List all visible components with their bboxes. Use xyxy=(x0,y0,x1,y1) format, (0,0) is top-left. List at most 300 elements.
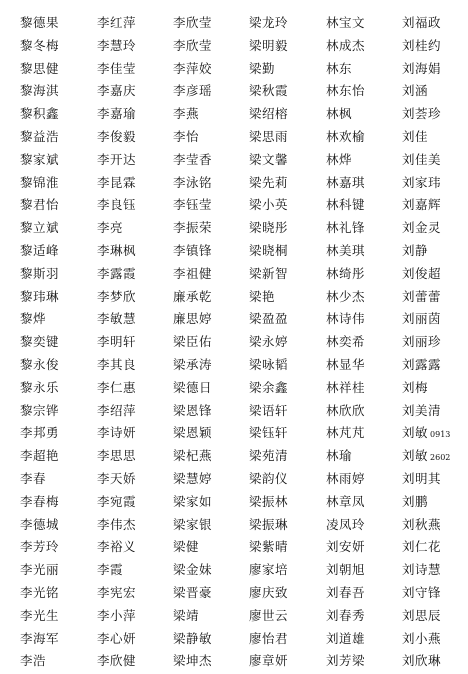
name-cell xyxy=(249,491,325,514)
name-text: 黎海淇 xyxy=(20,83,60,99)
name-cell xyxy=(402,172,468,195)
name-cell xyxy=(97,331,173,354)
name-text: 梁杞燕 xyxy=(173,448,213,464)
name-column-6 xyxy=(402,12,468,673)
name-text: 李宛霞 xyxy=(97,493,137,509)
name-text: 廖世云 xyxy=(249,607,289,623)
name-cell xyxy=(402,217,468,240)
name-cell xyxy=(173,217,249,240)
name-cell xyxy=(20,58,96,81)
name-cell xyxy=(173,58,249,81)
name-cell xyxy=(249,12,325,35)
name-text: 李镇锋 xyxy=(173,242,213,258)
name-cell xyxy=(326,514,402,537)
name-cell xyxy=(173,377,249,400)
name-text: 李宪宏 xyxy=(97,584,137,600)
name-text: 李钰莹 xyxy=(173,197,213,213)
name-cell xyxy=(20,308,96,331)
name-cell xyxy=(173,126,249,149)
name-text: 廖怡君 xyxy=(249,630,289,646)
name-cell xyxy=(173,536,249,559)
name-text: 刘涵 xyxy=(402,83,429,99)
name-cell xyxy=(173,12,249,35)
name-cell xyxy=(402,308,468,331)
name-text: 廉思婷 xyxy=(173,311,213,327)
name-text: 林祥桂 xyxy=(326,379,366,395)
name-cell xyxy=(20,126,96,149)
name-text: 刘朝旭 xyxy=(326,562,366,578)
name-cell xyxy=(20,263,96,286)
name-cell xyxy=(20,240,96,263)
name-cell xyxy=(173,35,249,58)
name-text: 李良钰 xyxy=(97,197,137,213)
name-text: 梁臣佑 xyxy=(173,334,213,350)
name-cell xyxy=(326,12,402,35)
name-cell xyxy=(249,240,325,263)
name-cell xyxy=(20,536,96,559)
name-cell xyxy=(173,422,249,445)
name-text: 刘敏 xyxy=(402,425,429,441)
name-text: 刘蕾蕾 xyxy=(402,288,442,304)
name-text: 李超艳 xyxy=(20,448,60,464)
name-cell xyxy=(402,468,468,491)
name-text: 李梦欣 xyxy=(97,288,137,304)
name-text: 刘春秀 xyxy=(326,607,366,623)
name-text: 李嘉瑜 xyxy=(97,106,137,122)
name-cell xyxy=(326,536,402,559)
name-cell xyxy=(402,445,468,468)
name-cell xyxy=(402,354,468,377)
name-text: 黎永俊 xyxy=(20,356,60,372)
name-text: 梁勤 xyxy=(249,60,276,76)
name-text: 林礼锋 xyxy=(326,220,366,236)
name-text: 黎适峰 xyxy=(20,242,60,258)
name-text: 李慧玲 xyxy=(97,37,137,53)
name-text: 李邦勇 xyxy=(20,425,60,441)
name-text: 刘春吾 xyxy=(326,584,366,600)
name-text: 刘敏 xyxy=(402,448,429,464)
name-text: 李红萍 xyxy=(97,15,137,30)
name-cell xyxy=(326,422,402,445)
name-text: 黎玮琳 xyxy=(20,288,60,304)
name-text: 黎永乐 xyxy=(20,379,60,395)
name-text: 李怡 xyxy=(173,128,200,144)
name-text: 黎冬梅 xyxy=(20,37,60,53)
name-cell xyxy=(326,103,402,126)
name-text: 林欢榆 xyxy=(326,128,366,144)
name-cell xyxy=(402,650,468,673)
name-cell xyxy=(249,628,325,651)
name-column-2 xyxy=(97,12,173,673)
name-cell xyxy=(249,650,325,673)
name-text: 廖章妍 xyxy=(249,653,289,669)
name-text: 刘守锋 xyxy=(402,584,442,600)
name-cell xyxy=(402,331,468,354)
name-cell xyxy=(249,194,325,217)
name-text: 李仁惠 xyxy=(97,379,137,395)
name-text: 李萍姣 xyxy=(173,60,213,76)
name-text: 梁先莉 xyxy=(249,174,289,190)
name-text: 林章凤 xyxy=(326,493,366,509)
name-text: 林欣欣 xyxy=(326,402,366,418)
name-text: 刘秋燕 xyxy=(402,516,442,532)
name-text: 梁承涛 xyxy=(173,356,213,372)
name-text: 李浩 xyxy=(20,653,47,669)
name-text: 梁文馨 xyxy=(249,151,289,167)
name-text: 刘欣琳 xyxy=(402,653,442,669)
name-text: 林宝文 xyxy=(326,15,366,30)
name-text: 李祖健 xyxy=(173,265,213,281)
name-text: 梁靖 xyxy=(173,607,200,623)
name-text: 李开达 xyxy=(97,151,137,167)
name-text: 林诗伟 xyxy=(326,311,366,327)
name-text: 李海军 xyxy=(20,630,60,646)
name-text: 李裕义 xyxy=(97,539,137,555)
name-text: 林少杰 xyxy=(326,288,366,304)
name-cell xyxy=(97,58,173,81)
name-cell xyxy=(20,559,96,582)
name-text: 刘安妍 xyxy=(326,539,366,555)
name-column-3 xyxy=(173,12,249,673)
name-text: 李亮 xyxy=(97,220,124,236)
name-cell xyxy=(249,172,325,195)
name-cell xyxy=(402,263,468,286)
name-cell xyxy=(20,445,96,468)
name-cell xyxy=(173,491,249,514)
name-cell xyxy=(249,103,325,126)
name-text: 林芃芃 xyxy=(326,425,366,441)
name-text: 刘荟珍 xyxy=(402,106,442,122)
name-text: 梁苑清 xyxy=(249,448,289,464)
name-text: 刘丽珍 xyxy=(402,334,442,350)
name-text: 黎宗铧 xyxy=(20,402,60,418)
name-text: 梁振林 xyxy=(249,493,289,509)
name-cell xyxy=(326,377,402,400)
name-text: 刘诗慧 xyxy=(402,562,442,578)
name-text: 林嘉琪 xyxy=(326,174,366,190)
name-text: 廖庆致 xyxy=(249,584,289,600)
name-cell xyxy=(173,445,249,468)
name-cell xyxy=(326,126,402,149)
name-text: 林显华 xyxy=(326,356,366,372)
name-cell xyxy=(249,400,325,423)
name-cell xyxy=(402,605,468,628)
name-text: 李思思 xyxy=(97,448,137,464)
name-text: 李昆霖 xyxy=(97,174,137,190)
name-cell xyxy=(249,58,325,81)
name-text: 刘仁花 xyxy=(402,539,442,555)
name-text: 李天娇 xyxy=(97,470,137,486)
name-cell xyxy=(326,35,402,58)
name-cell xyxy=(326,354,402,377)
name-text: 林美琪 xyxy=(326,242,366,258)
name-cell xyxy=(97,263,173,286)
name-cell xyxy=(97,377,173,400)
name-cell xyxy=(20,354,96,377)
name-text: 李露霞 xyxy=(97,265,137,281)
name-text: 刘静 xyxy=(402,242,429,258)
name-text: 李明轩 xyxy=(97,334,137,350)
name-cell xyxy=(402,286,468,309)
name-cell xyxy=(326,650,402,673)
name-text: 李伟杰 xyxy=(97,516,137,532)
name-text: 李心妍 xyxy=(97,630,137,646)
name-text: 黎斯羽 xyxy=(20,265,60,281)
name-text: 李俊毅 xyxy=(97,128,137,144)
name-cell xyxy=(173,286,249,309)
name-cell xyxy=(402,12,468,35)
name-text: 梁家如 xyxy=(173,493,213,509)
name-cell xyxy=(326,491,402,514)
name-text: 李泳铭 xyxy=(173,174,213,190)
name-text: 林奕希 xyxy=(326,334,366,350)
name-cell xyxy=(249,377,325,400)
name-text: 刘福政 xyxy=(402,15,442,30)
name-text: 刘道雄 xyxy=(326,630,366,646)
name-cell xyxy=(173,172,249,195)
name-cell xyxy=(173,331,249,354)
name-cell xyxy=(402,514,468,537)
name-text: 刘嘉辉 xyxy=(402,197,442,213)
name-text: 梁新智 xyxy=(249,265,289,281)
name-text: 李欣健 xyxy=(97,653,137,669)
name-cell xyxy=(173,240,249,263)
name-cell xyxy=(249,445,325,468)
name-text: 梁静敏 xyxy=(173,630,213,646)
name-cell xyxy=(97,582,173,605)
name-cell xyxy=(20,35,96,58)
name-text: 刘露露 xyxy=(402,356,442,372)
name-cell xyxy=(402,422,468,445)
name-text: 黎益浩 xyxy=(20,128,60,144)
name-text: 黎思健 xyxy=(20,60,60,76)
name-text: 黎德果 xyxy=(20,15,60,30)
name-text: 梁韵仪 xyxy=(249,470,289,486)
name-text: 黎立斌 xyxy=(20,220,60,236)
name-cell xyxy=(173,605,249,628)
name-text: 梁振琳 xyxy=(249,516,289,532)
name-text: 李振荣 xyxy=(173,220,213,236)
name-text: 林枫 xyxy=(326,106,353,122)
name-text: 刘明其 xyxy=(402,470,442,486)
name-cell xyxy=(402,58,468,81)
name-text: 李芳玲 xyxy=(20,539,60,555)
name-text: 李光铭 xyxy=(20,584,60,600)
name-cell xyxy=(97,536,173,559)
name-text: 梁咏韬 xyxy=(249,356,289,372)
name-cell xyxy=(326,331,402,354)
name-cell xyxy=(97,445,173,468)
name-cell xyxy=(97,628,173,651)
name-text: 梁晋豪 xyxy=(173,584,213,600)
name-cell xyxy=(402,491,468,514)
name-cell xyxy=(173,650,249,673)
name-text: 黎家斌 xyxy=(20,151,60,167)
name-text: 刘佳 xyxy=(402,128,429,144)
name-cell xyxy=(20,103,96,126)
name-cell xyxy=(20,286,96,309)
name-cell xyxy=(249,331,325,354)
name-text: 梁紫晴 xyxy=(249,539,289,555)
name-cell xyxy=(326,400,402,423)
name-cell xyxy=(173,308,249,331)
name-cell xyxy=(20,422,96,445)
name-text: 李小萍 xyxy=(97,607,137,623)
name-text: 刘小燕 xyxy=(402,630,442,646)
name-text: 刘俊超 xyxy=(402,265,442,281)
name-cell xyxy=(402,536,468,559)
name-cell xyxy=(97,12,173,35)
name-cell xyxy=(20,491,96,514)
name-column-4 xyxy=(249,12,325,673)
name-cell xyxy=(20,400,96,423)
name-text: 李其良 xyxy=(97,356,137,372)
name-text: 梁小英 xyxy=(249,197,289,213)
name-cell xyxy=(249,308,325,331)
name-text: 梁龙玲 xyxy=(249,15,289,30)
name-text: 梁慧婷 xyxy=(173,470,213,486)
name-cell xyxy=(97,422,173,445)
name-cell xyxy=(249,80,325,103)
name-text: 梁明毅 xyxy=(249,37,289,53)
name-cell xyxy=(97,80,173,103)
name-cell xyxy=(402,377,468,400)
name-cell xyxy=(173,628,249,651)
name-text: 黎烨 xyxy=(20,311,47,327)
name-text: 刘家玮 xyxy=(402,174,442,190)
name-cell xyxy=(20,582,96,605)
name-text: 黎积鑫 xyxy=(20,106,60,122)
name-cell xyxy=(20,468,96,491)
name-text: 李德城 xyxy=(20,516,60,532)
name-text: 刘海娟 xyxy=(402,60,442,76)
name-cell xyxy=(326,217,402,240)
name-text: 李琳枫 xyxy=(97,242,137,258)
name-cell xyxy=(20,80,96,103)
name-cell xyxy=(402,103,468,126)
name-text: 梁坤杰 xyxy=(173,653,213,669)
name-cell xyxy=(97,559,173,582)
name-cell xyxy=(97,650,173,673)
name-text: 梁钰轩 xyxy=(249,425,289,441)
name-text: 李欣莹 xyxy=(173,15,213,30)
name-text: 李春梅 xyxy=(20,493,60,509)
name-text: 梁家银 xyxy=(173,516,213,532)
name-cell xyxy=(97,149,173,172)
name-text: 刘鹏 xyxy=(402,493,429,509)
name-cell xyxy=(20,650,96,673)
name-cell xyxy=(97,308,173,331)
name-cell xyxy=(326,605,402,628)
name-cell xyxy=(20,514,96,537)
name-cell xyxy=(97,240,173,263)
name-cell xyxy=(173,263,249,286)
name-text: 李燕 xyxy=(173,106,200,122)
name-cell xyxy=(326,80,402,103)
name-cell xyxy=(249,217,325,240)
name-cell xyxy=(402,126,468,149)
name-cell xyxy=(97,103,173,126)
name-text: 黎锦淮 xyxy=(20,174,60,190)
name-text: 李绍萍 xyxy=(97,402,137,418)
name-column-1 xyxy=(20,12,96,673)
name-cell xyxy=(97,514,173,537)
name-number: 2602 xyxy=(430,453,451,463)
name-text: 林东怡 xyxy=(326,83,366,99)
name-text: 李霞 xyxy=(97,562,124,578)
name-text: 梁绍榕 xyxy=(249,106,289,122)
name-text: 李嘉庆 xyxy=(97,83,137,99)
name-cell xyxy=(249,605,325,628)
name-text: 李光丽 xyxy=(20,562,60,578)
name-cell xyxy=(20,628,96,651)
name-cell xyxy=(402,149,468,172)
name-text: 林科键 xyxy=(326,197,366,213)
name-cell xyxy=(326,582,402,605)
name-cell xyxy=(97,35,173,58)
name-cell xyxy=(20,331,96,354)
name-cell xyxy=(249,582,325,605)
name-text: 李春 xyxy=(20,470,47,486)
name-text: 林瑜 xyxy=(326,448,353,464)
name-text: 梁思雨 xyxy=(249,128,289,144)
name-number: 0913 xyxy=(430,430,451,440)
name-cell xyxy=(97,172,173,195)
name-cell xyxy=(249,35,325,58)
name-cell xyxy=(249,514,325,537)
name-cell xyxy=(97,126,173,149)
name-cell xyxy=(326,149,402,172)
name-text: 刘芳梁 xyxy=(326,653,366,669)
name-cell xyxy=(326,172,402,195)
name-text: 梁德日 xyxy=(173,379,213,395)
name-text: 李欣莹 xyxy=(173,37,213,53)
name-cell xyxy=(326,240,402,263)
name-cell xyxy=(249,422,325,445)
name-cell xyxy=(173,559,249,582)
name-text: 廖家培 xyxy=(249,562,289,578)
name-cell xyxy=(402,559,468,582)
name-cell xyxy=(326,628,402,651)
name-cell xyxy=(97,491,173,514)
name-text: 梁盈盈 xyxy=(249,311,289,327)
name-cell xyxy=(173,103,249,126)
name-cell xyxy=(326,468,402,491)
name-cell xyxy=(402,400,468,423)
name-cell xyxy=(20,217,96,240)
name-cell xyxy=(173,80,249,103)
name-text: 廉承乾 xyxy=(173,288,213,304)
name-text: 凌凤玲 xyxy=(326,516,366,532)
name-cell xyxy=(173,468,249,491)
name-text: 黎君怡 xyxy=(20,197,60,213)
name-cell xyxy=(97,217,173,240)
name-cell xyxy=(249,126,325,149)
name-cell xyxy=(97,286,173,309)
name-cell xyxy=(402,240,468,263)
name-text: 林烨 xyxy=(326,151,353,167)
name-text: 林东 xyxy=(326,60,353,76)
name-text: 梁晓彤 xyxy=(249,220,289,236)
name-text: 刘金灵 xyxy=(402,220,442,236)
name-cell xyxy=(326,559,402,582)
name-cell xyxy=(20,377,96,400)
name-cell xyxy=(249,559,325,582)
name-cell xyxy=(326,445,402,468)
name-text: 梁恩锋 xyxy=(173,402,213,418)
name-text: 梁语轩 xyxy=(249,402,289,418)
name-text: 梁余鑫 xyxy=(249,379,289,395)
